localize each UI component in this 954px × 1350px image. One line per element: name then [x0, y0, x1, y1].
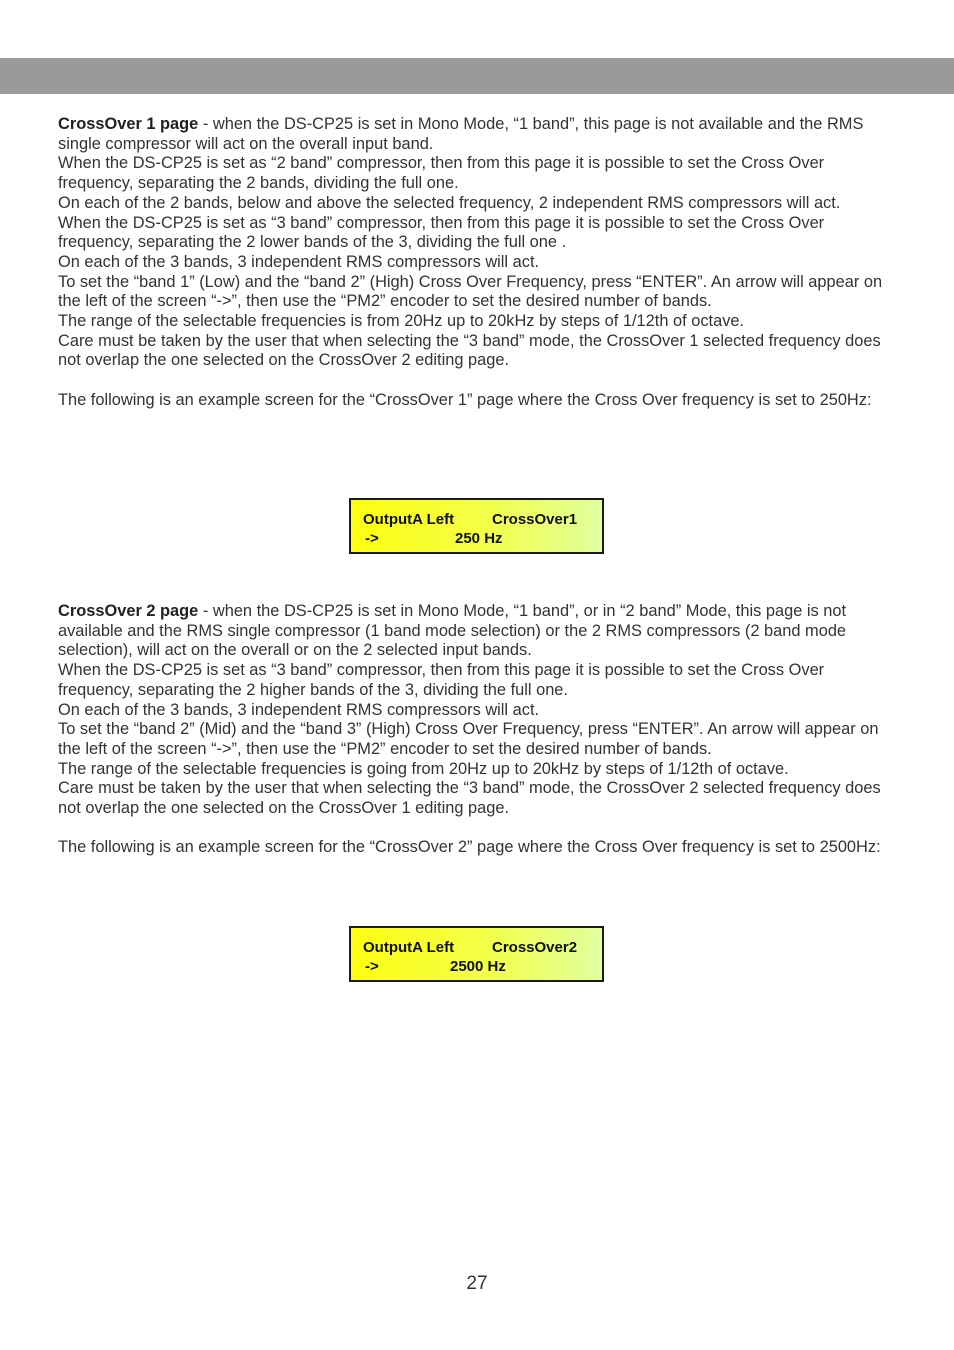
crossover1-p8: Care must be taken by the user that when selecting the “3 band” mode, the CrossOver 1 selected frequency does not overlap the one selected on the CrossOver 2 editing page. [58, 331, 881, 370]
page-number: 27 [466, 1273, 488, 1294]
crossover1-p6: To set the “band 1” (Low) and the “band 2” (High) Cross Over Frequency, press “ENTER”. An arrow will appear on the left of the screen “->”, then use the “PM2” encoder to set the desired number of bands. [58, 272, 883, 311]
paragraph-gap [58, 371, 898, 391]
lcd2-output-label: OutputA Left [363, 939, 455, 956]
crossover1-p4: When the DS-CP25 is set as “3 band” compressor, then from this page it is possible to set the Cross Over frequency, separating the 2 lower bands of the 3, dividing the full one . [58, 213, 825, 252]
crossover2-p2: When the DS-CP25 is set as “3 band” compressor, then from this page it is possible to set the Cross Over frequency, separating the 2 higher bands of the 3, dividing the full one. [58, 661, 825, 699]
crossover1-p9: The following is an example screen for the “CrossOver 1” page where the Cross Over frequency is set to 250Hz: [58, 390, 872, 409]
crossover1-p3: On each of the 2 bands, below and above the selected frequency, 2 independent RMS compressors will act. [58, 193, 841, 212]
lcd2-arrow: -> [365, 958, 379, 975]
crossover1-p5: On each of the 3 bands, 3 independent RMS compressors will act. [58, 252, 540, 271]
crossover1-intro [58, 115, 898, 154]
lcd2-page-label: CrossOver2 [492, 939, 578, 956]
lcd1-page-label: CrossOver1 [492, 511, 578, 528]
crossover2-section [58, 602, 898, 858]
crossover1-section [58, 115, 898, 411]
crossover2-heading: CrossOver 2 page [58, 602, 199, 620]
crossover1-p2: When the DS-CP25 is set as “2 band” compressor, then from this page it is possible to set the Cross Over frequency, separating the 2 bands, dividing the full one. [58, 154, 825, 193]
crossover2-p4: To set the “band 2” (Mid) and the “band 3” (High) Cross Over Frequency, press “ENTER”. An arrow will appear on the left of the screen “->”, then use the “PM2” encoder to set the desired number of bands. [58, 720, 879, 758]
crossover2-intro [58, 602, 898, 661]
crossover2-p1: - when the DS-CP25 is set in Mono Mode, “1 band”, or in “2 band” Mode, this page is not available and the RMS single compressor (1 band mode selection) or the 2 RMS compressors (2 band mode selection), will act on the overall or on the 2 selected input bands. [58, 602, 847, 660]
lcd1-output-label: OutputA Left [363, 511, 455, 528]
lcd1-arrow: -> [365, 530, 379, 547]
lcd-screen-crossover1 [349, 498, 604, 554]
crossover2-p7: The following is an example screen for the “CrossOver 2” page where the Cross Over frequency is set to 2500Hz: [58, 838, 881, 857]
crossover1-p7: The range of the selectable frequencies is from 20Hz up to 20kHz by steps of 1/12th of octave. [58, 312, 745, 331]
paragraph-gap [58, 819, 898, 839]
crossover1-heading: CrossOver 1 page [58, 115, 199, 133]
crossover2-p6: Care must be taken by the user that when selecting the “3 band” mode, the CrossOver 2 selected frequency does not overlap the one selected on the CrossOver 1 editing page. [58, 779, 881, 818]
crossover2-p5: The range of the selectable frequencies is going from 20Hz up to 20kHz by steps of 1/12th of octave. [58, 759, 789, 778]
crossover1-p1: - when the DS-CP25 is set in Mono Mode, “1 band”, this page is not available and the RMS single compressor will act on the overall input band. [58, 115, 864, 153]
lcd1-frequency-value: 250 Hz [455, 530, 503, 547]
crossover2-p3: On each of the 3 bands, 3 independent RMS compressors will act. [58, 700, 540, 719]
header-bar [0, 58, 954, 94]
lcd2-frequency-value: 2500 Hz [450, 958, 506, 975]
lcd-screen-crossover2 [349, 926, 604, 982]
